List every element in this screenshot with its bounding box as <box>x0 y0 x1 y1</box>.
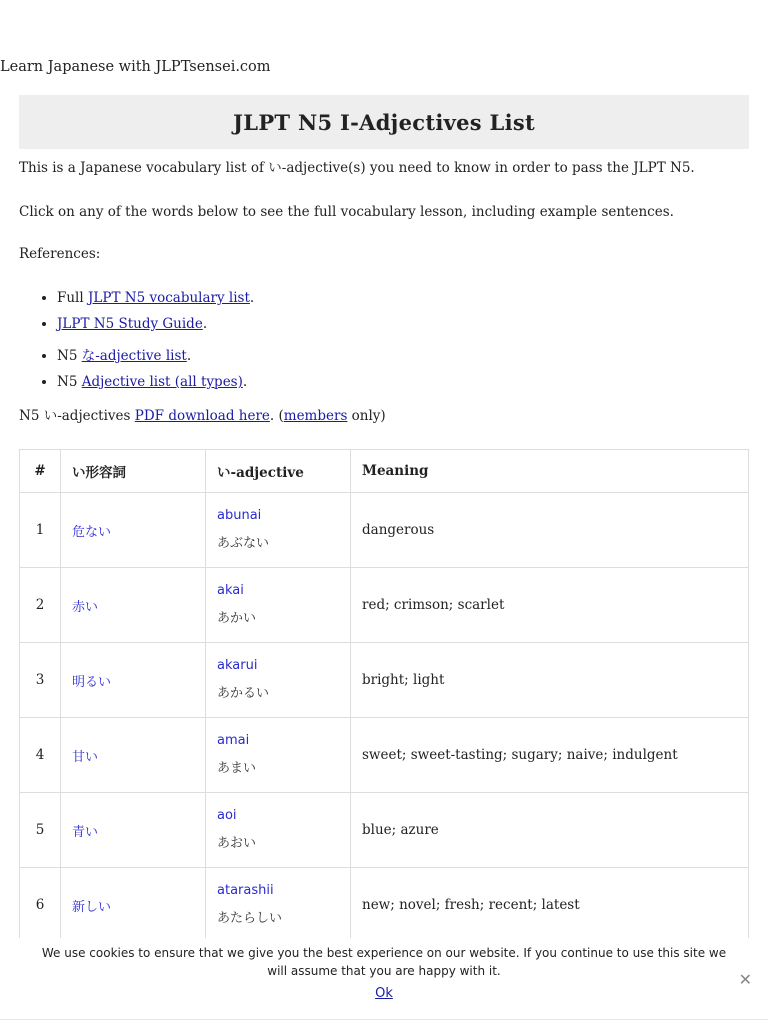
meaning-cell: bright; light <box>351 643 749 718</box>
row-number: 6 <box>20 868 61 943</box>
pdf-download-line: N5 い-adjectives PDF download here. (members only) <box>19 408 386 424</box>
kana-reading: あかい <box>217 611 257 626</box>
meaning-cell: sweet; sweet-tasting; sugary; naive; indulgent <box>351 718 749 793</box>
header-adjective: い-adjective <box>206 450 351 493</box>
header-kanji: い形容詞 <box>61 450 206 493</box>
reference-item: • Full JLPT N5 vocabulary list. <box>57 289 749 307</box>
reference-item: • N5 な-adjective list. <box>57 347 749 365</box>
adjective-cell <box>206 718 351 793</box>
kanji-link[interactable]: 青い <box>72 824 99 840</box>
table-row <box>20 643 749 718</box>
header-number: # <box>20 450 61 493</box>
table-header-row <box>20 450 749 493</box>
cookie-divider <box>0 1019 768 1020</box>
meaning-cell: blue; azure <box>351 793 749 868</box>
site-brand[interactable]: Learn Japanese with JLPTsensei.com <box>0 59 271 75</box>
row-number: 1 <box>20 493 61 568</box>
kanji-link[interactable]: 危ない <box>72 524 112 540</box>
kanji-cell <box>61 643 206 718</box>
romaji-link[interactable]: atarashii <box>217 883 274 898</box>
main-content <box>19 95 749 943</box>
header-meaning: Meaning <box>351 450 749 493</box>
vocabulary-list-link[interactable]: JLPT N5 vocabulary list <box>88 290 250 306</box>
kanji-link[interactable]: 赤い <box>72 599 99 615</box>
row-number: 3 <box>20 643 61 718</box>
meaning-cell: red; crimson; scarlet <box>351 568 749 643</box>
kana-reading: あぶない <box>217 536 270 551</box>
page-title-box <box>19 95 749 149</box>
adjective-cell <box>206 793 351 868</box>
romaji-link[interactable]: akai <box>217 583 244 598</box>
table-row <box>20 868 749 943</box>
kanji-link[interactable]: 明るい <box>72 674 112 690</box>
kanji-cell <box>61 493 206 568</box>
kanji-cell <box>61 568 206 643</box>
kana-reading: あまい <box>217 761 257 776</box>
row-number: 5 <box>20 793 61 868</box>
table-row <box>20 718 749 793</box>
kanji-link[interactable]: 新しい <box>72 899 112 915</box>
intro-text: This is a Japanese vocabulary list of い-adjective(s) you need to know in order to pass the JLPT N5. <box>19 160 695 176</box>
adjectives-table <box>19 449 749 943</box>
study-guide-link[interactable]: JLPT N5 Study Guide <box>57 316 203 332</box>
row-number: 2 <box>20 568 61 643</box>
pdf-download-link[interactable]: PDF download here <box>134 408 270 424</box>
cookie-notice-text: We use cookies to ensure that we give you the best experience on our website. If you continue to use this site we will assume that you are happy with it. <box>41 946 727 978</box>
kanji-cell <box>61 793 206 868</box>
adjective-list-all-link[interactable]: Adjective list (all types) <box>81 374 243 390</box>
table-row <box>20 793 749 868</box>
cookie-ok-button[interactable]: Ok <box>375 986 393 1001</box>
references-list-1 <box>19 289 749 333</box>
table-row <box>20 493 749 568</box>
kanji-cell <box>61 718 206 793</box>
adjective-cell <box>206 643 351 718</box>
kanji-link[interactable]: 甘い <box>72 749 99 765</box>
romaji-link[interactable]: akarui <box>217 658 258 673</box>
references-label: References: <box>19 246 101 262</box>
close-icon[interactable]: ✕ <box>738 970 752 989</box>
adjective-cell <box>206 568 351 643</box>
meaning-cell: new; novel; fresh; recent; latest <box>351 868 749 943</box>
adjective-cell <box>206 868 351 943</box>
click-note: Click on any of the words below to see the full vocabulary lesson, including example sentences. <box>19 204 674 220</box>
meaning-cell: dangerous <box>351 493 749 568</box>
cookie-notice-bar <box>0 938 768 1024</box>
page-title: JLPT N5 I-Adjectives List <box>233 109 535 135</box>
kana-reading: あたらしい <box>217 911 283 926</box>
members-link[interactable]: members <box>283 408 348 424</box>
table-row <box>20 568 749 643</box>
adjective-cell <box>206 493 351 568</box>
reference-item: • N5 Adjective list (all types). <box>57 373 749 391</box>
na-adjective-list-link[interactable]: な-adjective list <box>81 348 187 364</box>
reference-item: • JLPT N5 Study Guide. <box>57 315 749 333</box>
romaji-link[interactable]: amai <box>217 733 250 748</box>
kana-reading: あかるい <box>217 686 270 701</box>
references-list-2 <box>19 347 749 391</box>
romaji-link[interactable]: aoi <box>217 808 237 823</box>
kanji-cell <box>61 868 206 943</box>
kana-reading: あおい <box>217 836 257 851</box>
romaji-link[interactable]: abunai <box>217 508 262 523</box>
row-number: 4 <box>20 718 61 793</box>
